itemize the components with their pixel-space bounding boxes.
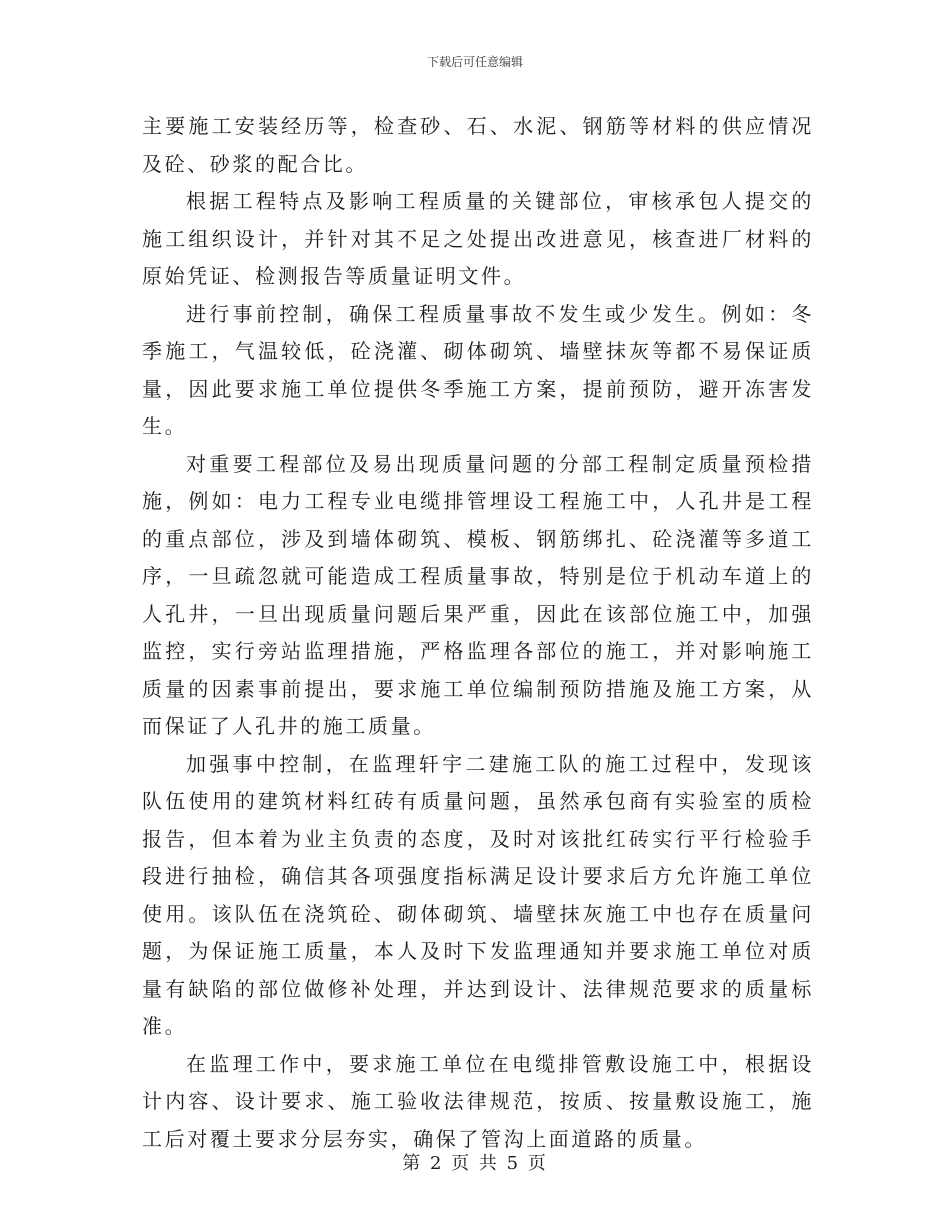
document-body	[142, 108, 814, 1158]
page-number-footer: 第 2 页 共 5 页	[402, 1153, 548, 1174]
paragraph: 在监理工作中，要求施工单位在电缆排管敷设施工中，根据设计内容、设计要求、施工验收法律规范，按质、按量敷设施工，施工后对覆土要求分层夯实，确保了管沟上面道路的质量。	[142, 1051, 814, 1151]
paragraph: 进行事前控制，确保工程质量事故不发生或少发生。例如：冬季施工，气温较低，砼浇灌、砌体砌筑、墙壁抹灰等都不易保证质量，因此要求施工单位提供冬季施工方案，提前预防，避开冻害发生。	[142, 301, 814, 438]
page-header: 下载后可任意编辑	[426, 55, 523, 69]
paragraph: 根据工程特点及影响工程质量的关键部位，审核承包人提交的施工组织设计，并针对其不足之处提出改进意见，核查进厂材料的原始凭证、检测报告等质量证明文件。	[142, 189, 814, 288]
paragraph: 对重要工程部位及易出现质量问题的分部工程制定质量预检措施，例如：电力工程专业电缆排管埋设工程施工中，人孔井是工程的重点部位，涉及到墙体砌筑、模板、钢筋绑扎、砼浇灌等多道工序，一旦疏忽就可能造成工程质量事故，特别是位于机动车道上的人孔井，一旦出现质量问题后果严重，因此在该部位施工中，加强监控，实行旁站监理措施，严格监理各部位的施工，并对影响施工质量的因素事前提出，要求施工单位编制预防措施及施工方案，从而保证了人孔井的施工质量。	[142, 451, 814, 738]
paragraph: 加强事中控制，在监理轩宇二建施工队的施工过程中，发现该队伍使用的建筑材料红砖有质量问题，虽然承包商有实验室的质检报告，但本着为业主负责的态度，及时对该批红砖实行平行检验手段进行抽检，确信其各项强度指标满足设计要求后方允许施工单位使用。该队伍在浇筑砼、砌体砌筑、墙壁抹灰施工中也存在质量问题，为保证施工质量，本人及时下发监理通知并要求施工单位对质量有缺陷的部位做修补处理，并达到设计、法律规范要求的质量标准。	[142, 751, 814, 1038]
paragraph-continued: 主要施工安装经历等，检查砂、石、水泥、钢筋等材料的供应情况及砼、砂浆的配合比。	[142, 114, 814, 176]
